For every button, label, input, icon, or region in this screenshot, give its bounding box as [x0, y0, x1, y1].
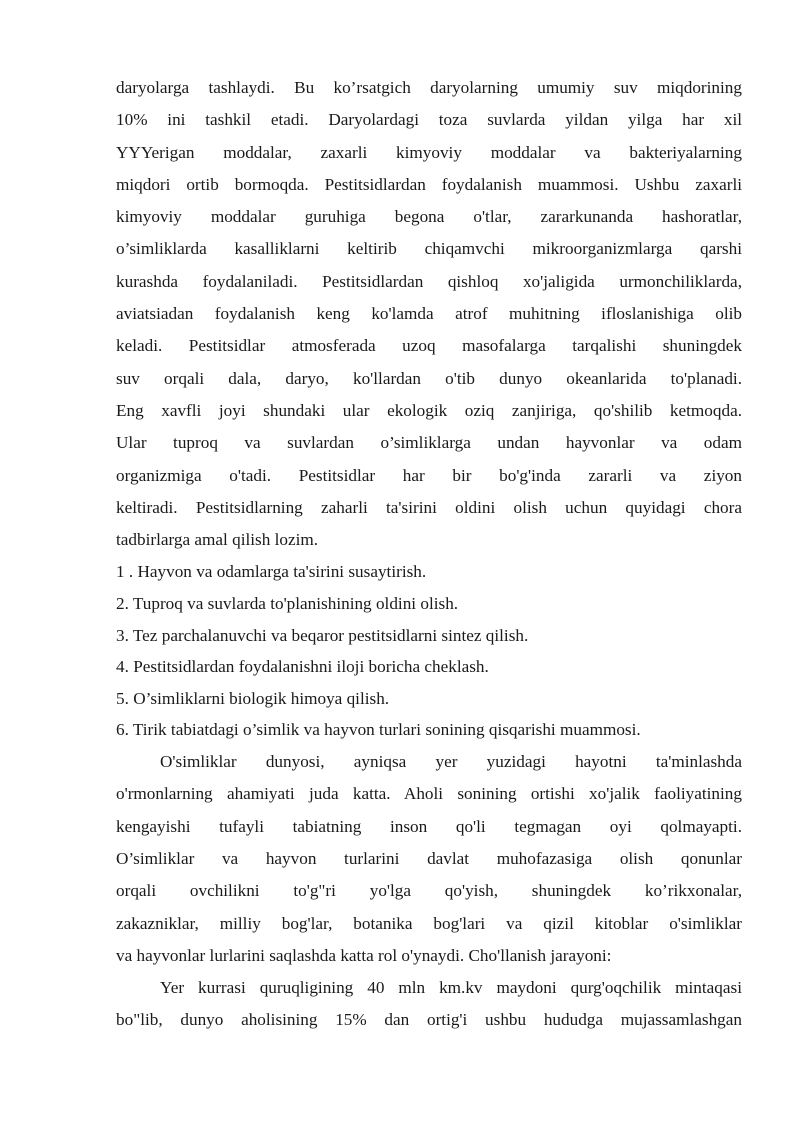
- text-line: zakazniklar, milliy bog'lar, botanika bog'lari va qizil kitoblar o'simliklar: [116, 913, 742, 933]
- text-line: kengayishi tufayli tabiatning inson qo'li tegmagan oyi qolmayapti.: [116, 816, 742, 836]
- text-line: keladi. Pestitsidlar atmosferada uzoq masofalarga tarqalishi shuningdek: [116, 336, 742, 356]
- list-item: 3. Tez parchalanuvchi va beqaror pestitsidlarni sintez qilish.: [116, 625, 529, 645]
- text-line: keltiradi. Pestitsidlarning zaharli ta'sirini oldini olish uchun quyidagi chora: [116, 497, 742, 517]
- text-line: organizmiga o'tadi. Pestitsidlar har bir bo'g'inda zararli va ziyon: [116, 465, 742, 485]
- measures-list: [116, 556, 742, 746]
- plants-paragraph: [116, 746, 742, 972]
- text-line: o'rmonlarning ahamiyati juda katta. Aholi sonining ortishi xo'jalik faoliyatining: [116, 784, 742, 804]
- text-line: Eng xavfli joyi shundaki ular ekologik oziq zanjiriga, qo'shilib ketmoqda.: [116, 400, 742, 420]
- list-item: 1 . Hayvon va odamlarga ta'sirini susaytirish.: [116, 562, 427, 582]
- text-line: bo"lib, dunyo aholisining 15% dan ortig'i ushbu hududga mujassamlashgan: [116, 1010, 742, 1030]
- list-item: 5. O’simliklarni biologik himoya qilish.: [116, 688, 390, 708]
- document-page: [116, 72, 742, 1037]
- text-line: daryolarga tashlaydi. Bu ko’rsatgich daryolarning umumiy suv miqdorining: [116, 78, 742, 97]
- desertification-paragraph: [116, 972, 742, 1037]
- text-line: miqdori ortib bormoqda. Pestitsidlardan foydalanish muammosi. Ushbu zaxarli: [116, 174, 742, 194]
- text-line: O'simliklar dunyosi, ayniqsa yer yuzidagi hayotni ta'minlashda: [160, 752, 742, 772]
- text-line: suv orqali dala, daryo, ko'llardan o'tib dunyo okeanlarida to'planadi.: [116, 368, 742, 388]
- list-item: 6. Tirik tabiatdagi o’simlik va hayvon turlari sonining qisqarishi muammosi.: [116, 720, 641, 740]
- list-item: 2. Tuproq va suvlarda to'planishining oldini olish.: [116, 594, 459, 614]
- list-item: 4. Pestitsidlardan foydalanishni iloji boricha cheklash.: [116, 657, 489, 677]
- text-line: va hayvonlar lurlarini saqlashda katta rol o'ynaydi. Cho'llanish jarayoni:: [116, 945, 612, 965]
- text-line: orqali ovchilikni to'g"ri yo'lga qo'yish, shuningdek ko’rikxonalar,: [116, 881, 742, 901]
- text-line: Ular tuproq va suvlardan o’simliklarga undan hayvonlar va odam: [116, 433, 742, 453]
- text-line: kimyoviy moddalar guruhiga begona o'tlar, zararkunanda hashoratlar,: [116, 207, 742, 227]
- pesticides-paragraph: [116, 72, 742, 556]
- text-line: kurashda foydalaniladi. Pestitsidlardan qishloq xo'jaligida urmonchiliklarda,: [116, 271, 742, 291]
- text-line: O’simliklar va hayvon turlarini davlat muhofazasiga olish qonunlar: [116, 848, 742, 868]
- text-line: Yer kurrasi quruqligining 40 mln km.kv maydoni qurg'oqchilik mintaqasi: [160, 978, 742, 998]
- text-line: aviatsiadan foydalanish keng ko'lamda atrof muhitning ifloslanishiga olib: [116, 304, 742, 324]
- text-line: 10% ini tashkil etadi. Daryolardagi toza suvlarda yildan yilga har xil: [116, 110, 742, 130]
- text-line: YYYerigan moddalar, zaxarli kimyoviy moddalar va bakteriyalarning: [116, 142, 742, 162]
- text-line: o’simliklarda kasalliklarni keltirib chiqamvchi mikroorganizmlarga qarshi: [116, 239, 742, 259]
- text-line: tadbirlarga amal qilish lozim.: [116, 530, 319, 550]
